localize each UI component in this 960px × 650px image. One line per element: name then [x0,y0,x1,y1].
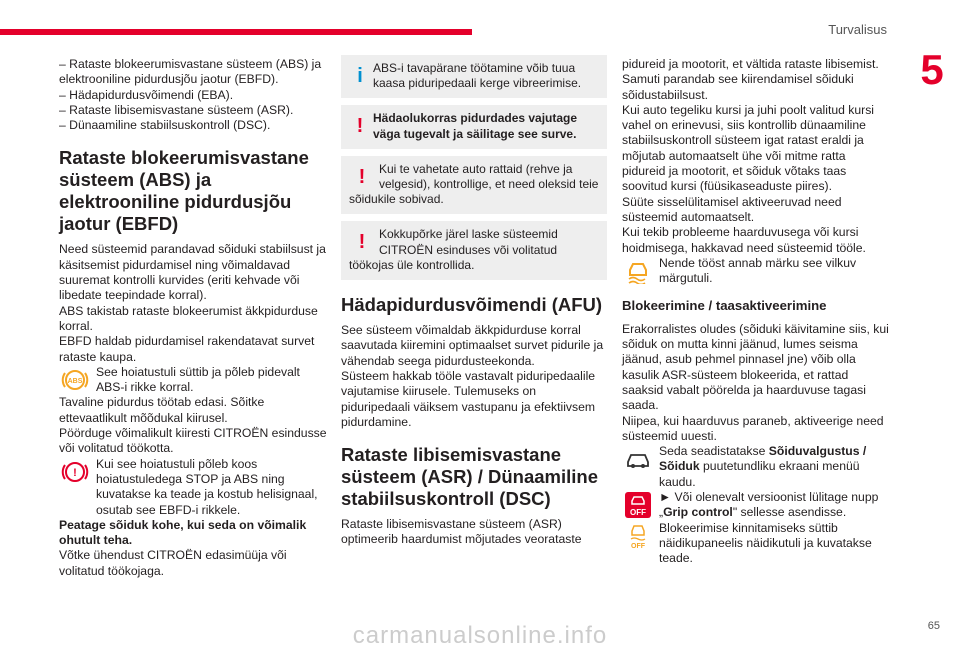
esp-off-indicator-icon [624,523,652,549]
esp-off-button-icon [624,492,652,518]
info-icon: i [357,65,363,87]
icon-description [659,444,892,490]
svg-text:ABS: ABS [67,377,83,385]
page-number: 65 [927,620,940,632]
header-accent-bar [0,29,472,35]
off-label: OFF [630,508,646,518]
exclamation-icon: ! [358,165,366,188]
paragraph: Kui auto tegeliku kursi ja juhi poolt valitud kursi vahel on erinevusi, siis kontrollib dünaamiline stabiilsuskontroll süsteem igat ratast eraldi ja mõjutab automaatselt ühe või mitme ratta pidureid ja mootorit, et sõiduk võtaks taas soovitud kursi (füüsikaseaduste piires). [622,102,875,194]
section-heading-abs: Rataste blokeerumisvastane süsteem (ABS) ja elektrooniline pidurdusjõu jaotur (EBFD) [59,147,309,235]
icon-description [659,490,892,521]
paragraph: ABS takistab rataste blokeerumist äkkpidurduse korral. [59,303,318,333]
paragraph: pidureid ja mootorit, et vältida rataste libisemist. Samuti parandab see kiirendamisel sõiduki sõidustabiilsust. [622,57,879,102]
section-heading-afu: Hädapidurdusvõimendi (AFU) [341,294,603,316]
paragraph: Niipea, kui haarduvus paraneb, aktiveerige need süsteemid uuesti. [622,413,884,443]
paragraph: Võtke ühendust CITROËN edasimüüja või volitatud töökojaga. [59,548,287,578]
icon-description: See hoiatustuli süttib ja põleb pidevalt ABS-i rikke korral. [96,364,300,395]
exclamation-icon: ! [356,115,364,138]
control-name: Grip control [663,505,733,520]
off-label: OFF [631,542,645,549]
column-3 [622,57,892,567]
icon-description: Blokeerimise kinnitamiseks süttib näidikupaneelis näidikutuli ja kuvatakse teade. [659,520,872,566]
paragraph: Tavaline pidurdus töötab edasi. Sõitke ettevaatlikult mõõdukal kiirusel. [59,395,265,425]
list-item: – Rataste libisemisvastane süsteem (ASR). [59,102,294,117]
paragraph: See süsteem võimaldab äkkpidurduse korral saavutada kiiremini optimaalset survet pidurile ja vähendab seega pidurdusteekonda. [341,323,604,368]
icon-row-vehicle [622,444,892,490]
icon-row-grip-control [622,490,892,521]
column-2 [341,55,607,548]
paragraph: Pöörduge võimalikult kiiresti CITROËN esindusse või volitatud töökotta. [59,426,327,456]
warning-note [341,105,607,148]
section-heading-asr: Rataste libisemisvastane süsteem (ASR) / Dünaamiline stabiilsuskontroll (DSC) [341,444,599,510]
column-1 [59,57,327,579]
text-fragment: ► Või olenevalt versioonist lülitage nupp „ [659,490,879,520]
list-item: – Rataste blokeerumisvastane süsteem (ABS) ja elektrooniline pidurdusjõu jaotur (EBFD). [59,57,322,87]
svg-text:!: ! [73,466,77,479]
text-fragment: Seda seadistatakse [659,444,769,459]
info-note [341,55,607,98]
section-title: Turvalisus [828,22,887,37]
paragraph: EBFD haldab pidurdamisel rakendatavat survet rataste kaupa. [59,334,315,364]
brake-warning-icon [61,459,89,485]
icon-row-esp [622,256,892,287]
icon-row-brake [59,457,327,518]
icon-description: Kui see hoiatustuli põleb koos hoiatustuledega STOP ja ABS ning kuvatakse ka teade ja kostub helisignaal, osutab see EBFD-i rikkele. [96,456,318,517]
list-item: – Dünaamiline stabiilsuskontroll (DSC). [59,118,271,133]
bold-paragraph: Peatage sõiduk kohe, kui seda on võimalik ohutult teha. [59,517,307,548]
chapter-number: 5 [920,46,944,93]
text-fragment: puutetundliku ekraani menüü kaudu. [659,459,860,489]
paragraph: Süsteem hakkab tööle vastavalt piduripedaalile vajutamise kiirusele. Tulemuseks on piduripedaali väiksem vastupanu ja efektiivsem pidurdamine. [341,368,596,429]
watermark: carmanualsonline.info [352,622,608,649]
abs-warning-icon [61,367,89,393]
paragraph: Rataste libisemisvastane süsteem (ASR) optimeerib haardumist mõjutades veorataste [341,517,582,547]
esp-warning-icon [624,258,652,284]
icon-row-indicator [622,521,892,567]
list-item: – Hädapidurdusvõimendi (EBA). [59,87,234,102]
section-heading-block: Blokeerimine / taasaktiveerimine [622,298,827,314]
note-text: Kokkupõrke järel laske süsteemid CITROËN esinduses või volitatud töökojas üle kontrollida. [349,227,558,272]
menu-path: Sõiduvalgustus / Sõiduk [659,444,867,474]
warning-note [341,156,607,215]
paragraph: Need süsteemid parandavad sõiduki stabiilsust ja käsitsemist pidurdamisel ning võimaldavad suuremat kontrolli kurvides (eriti kehvade või libedate teepindade korral). [59,242,326,303]
note-text: Hädaolukorras pidurdades vajutage väga tugevalt ja säilitage see surve. [373,111,578,141]
warning-note [341,221,607,280]
paragraph: Kui tekib probleeme haarduvusega või kursi hoidmisega, hakkavad need süsteemid tööle. [622,225,866,255]
icon-description: Nende tööst annab märku see vilkuv märgutuli. [659,255,857,286]
exclamation-icon: ! [358,231,366,254]
text-fragment: " sellesse asendisse. [732,505,847,520]
icon-row-abs [59,365,327,396]
paragraph: Erakorralistes oludes (sõiduki käivitamine siis, kui sõiduk on mutta kinni jäänud, lumes seisma jäänud, asub pehmel pinnasel jne) võib olla kasulik ASR-süsteem blokeerida, et rattad saaksid vabalt pöörelda ja haarduvuse tagasi saada. [622,321,889,413]
note-text: Kui te vahetate auto rattaid (rehve ja velgesid), kontrollige, et need oleksid teie sõidukile sobivad. [349,161,599,207]
car-icon [624,446,652,472]
note-text: ABS-i tavapärane töötamine võib tuua kaasa piduripedaali kerge vibreerimise. [373,61,582,91]
paragraph: Süüte sisselülitamisel aktiveeruvad need süsteemid automaatselt. [622,194,842,224]
